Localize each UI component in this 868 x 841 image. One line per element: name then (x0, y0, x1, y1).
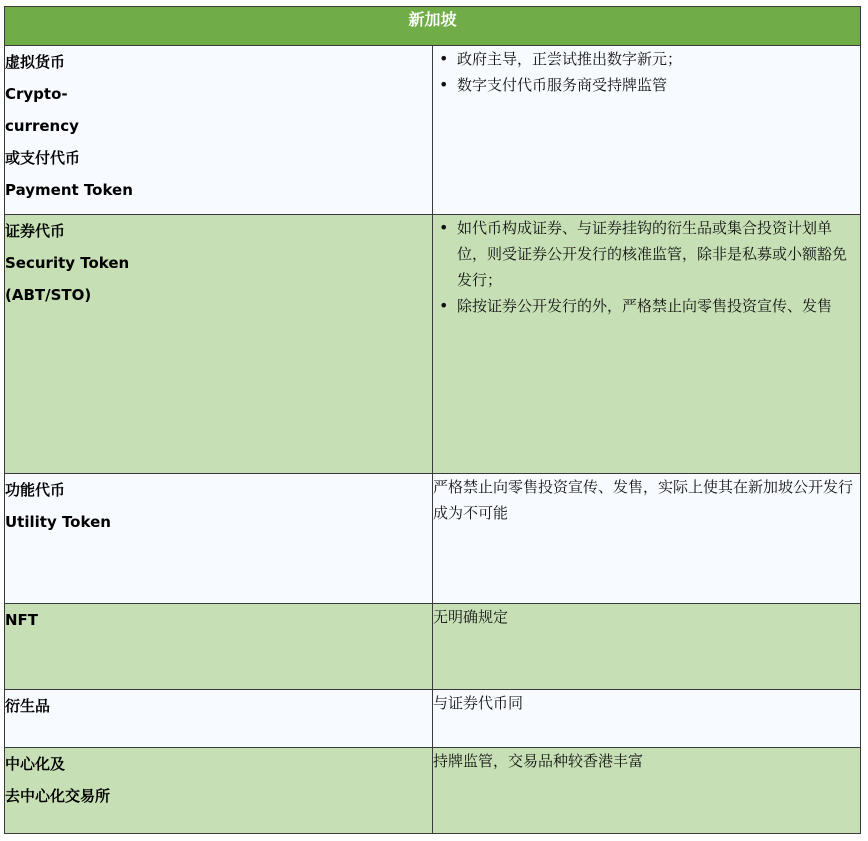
table-row (5, 215, 861, 474)
regulation-table (4, 6, 861, 834)
table-title: 新加坡 (5, 7, 861, 46)
row-label: 虚拟货币 Crypto- currency 或支付代币 Payment Token (5, 46, 433, 215)
bullet-item: • 如代币构成证券、与证券挂钩的衍生品或集合投资计划单位，则受证券公开发行的核准监管，除非是私募或小额豁免发行； (455, 215, 860, 293)
row-label: 功能代币 Utility Token (5, 474, 433, 604)
bullet-list (433, 215, 860, 319)
row-content: 持牌监管，交易品种较香港丰富 (433, 748, 861, 834)
row-content: 与证券代币同 (433, 690, 861, 748)
table-row (5, 748, 861, 834)
bullet-item: • 政府主导，正尝试推出数字新元； (455, 46, 860, 72)
table-row (5, 690, 861, 748)
row-label: 证券代币 Security Token (ABT/STO) (5, 215, 433, 474)
row-content (433, 215, 861, 474)
table-row (5, 474, 861, 604)
row-label: 中心化及 去中心化交易所 (5, 748, 433, 834)
table-row (5, 604, 861, 690)
bullet-list (433, 46, 860, 98)
bullet-item: • 除按证券公开发行的外，严格禁止向零售投资宣传、发售 (455, 293, 860, 319)
table-row (5, 46, 861, 215)
row-content: 严格禁止向零售投资宣传、发售，实际上使其在新加坡公开发行成为不可能 (433, 474, 861, 604)
row-label: 衍生品 (5, 690, 433, 748)
row-content: 无明确规定 (433, 604, 861, 690)
row-content (433, 46, 861, 215)
bullet-item: • 数字支付代币服务商受持牌监管 (455, 72, 860, 98)
row-label: NFT (5, 604, 433, 690)
